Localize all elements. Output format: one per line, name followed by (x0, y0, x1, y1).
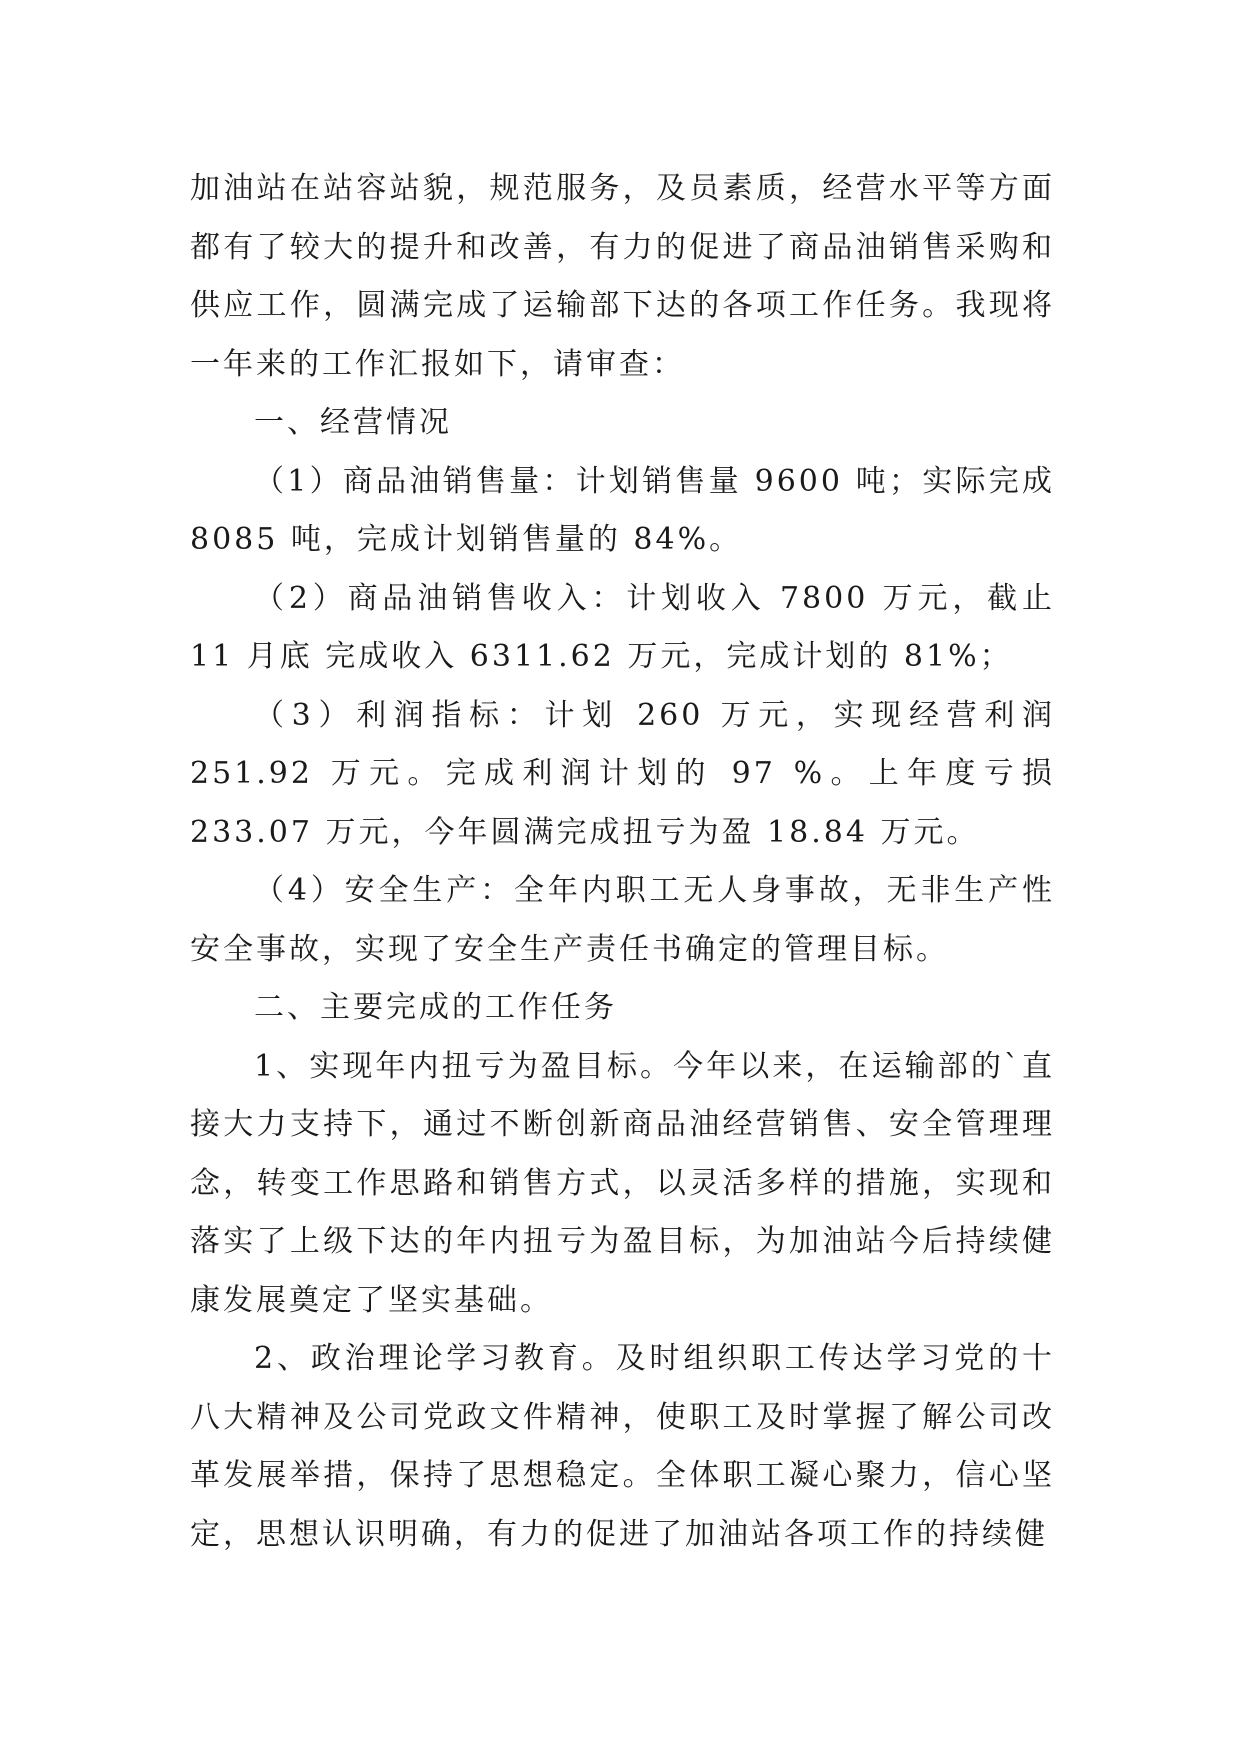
paragraph-task-1: 1、实现年内扭亏为盈目标。今年以来，在运输部的`直接大力支持下，通过不断创新商品油经营销售、安全管理理念，转变工作思路和销售方式，以灵活多样的措施，实现和落实了上级下达的年内扭亏为盈目标，为加油站今后持续健康发展奠定了坚实基础。 (190, 1048, 1055, 1318)
document-body (190, 160, 1055, 1564)
paragraph-task-2: 2、政治理论学习教育。及时组织职工传达学习党的十八大精神及公司党政文件精神，使职工及时掌握了解公司改革发展举措，保持了思想稳定。全体职工凝心聚力，信心坚定，思想认识明确，有力的促进了加油站各项工作的持续健 (190, 1341, 1055, 1552)
paragraph-safety: （4）安全生产：全年内职工无人身事故，无非生产性安全事故，实现了安全生产责任书确定的管理目标。 (190, 873, 1055, 967)
paragraph-profit: （3）利润指标：计划 260 万元，实现经营利润 251.92 万元。完成利润计划的 97 %。上年度亏损 233.07 万元，今年圆满完成扭亏为盈 18.84 万元。 (190, 697, 1055, 850)
paragraph-sales-volume: （1）商品油销售量：计划销售量 9600 吨；实际完成 8085 吨，完成计划销售量的 84%。 (190, 463, 1055, 557)
section-heading-tasks: 二、主要完成的工作任务 (254, 990, 617, 1025)
paragraph-intro: 加油站在站容站貌，规范服务，及员素质，经营水平等方面都有了较大的提升和改善，有力的促进了商品油销售采购和供应工作，圆满完成了运输部下达的各项工作任务。我现将一年来的工作汇报如下，请审查： (190, 171, 1055, 382)
paragraph-sales-revenue: （2）商品油销售收入：计划收入 7800 万元，截止 11 月底 完成收入 6311.62 万元，完成计划的 81%； (190, 580, 1055, 674)
section-heading-operations: 一、经营情况 (254, 405, 452, 440)
